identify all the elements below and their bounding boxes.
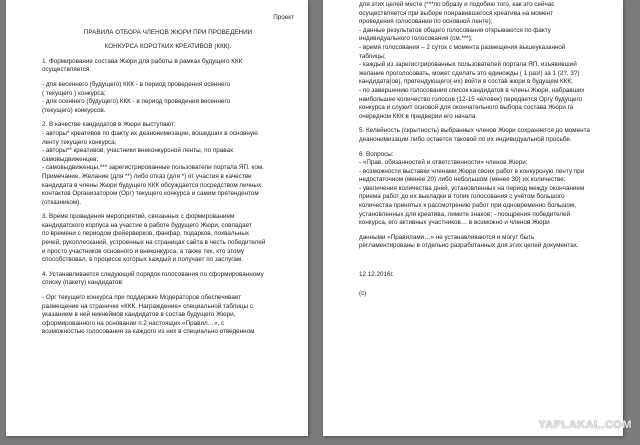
text-line: - авторы* креативов по факту их деанонимизации, вошедших в основную bbox=[42, 129, 258, 137]
text-line: количества принятых к рассмотрению работ при одновременно большом, bbox=[359, 202, 576, 210]
text-line: и просто участников основного и внеконкурса, а также тех, кто этому bbox=[42, 247, 245, 255]
text-line: 5. Келейность (скрытность) выбранных членов Жюри сохраняется до момента bbox=[359, 127, 590, 135]
page-left-content bbox=[42, 14, 294, 337]
document-title-line1: ПРАВИЛА ОТБОРА ЧЛЕНОВ ЖЮРИ ПРИ ПРОВЕДЕНИИ bbox=[83, 28, 253, 36]
text-line: 2. В качестве кандидатов в Жюри выступают: bbox=[42, 121, 176, 129]
text-line: очередном ККК в предверии его начала. bbox=[359, 112, 478, 120]
text-line: - время голосования – 2 суток с момента размещения вышеуказанной bbox=[359, 43, 566, 51]
text-line: способствовал, в процессе которых каждый и получает по заслугам. bbox=[42, 256, 244, 264]
text-line: контактов Организатором (Орг) текущего конкурса и самим претендентом bbox=[42, 190, 259, 198]
text-line: - авторы** креативов, участники внеконкурсной ленты, по правах bbox=[42, 147, 234, 155]
text-line: по времени с периодом фейерверков, фанфар, подарков, похвальных bbox=[42, 230, 250, 238]
page-right-text bbox=[359, 1, 609, 251]
text-line: 6. Вопросы: bbox=[359, 150, 394, 158]
document-title-line2: КОНКУРСА КОРОТКИХ КРЕАТИВОВ (ККК). bbox=[104, 43, 232, 51]
text-line: - для осеннего (будущего) ККК - в период проведения весеннего bbox=[42, 98, 231, 106]
text-line: 4. Устанавливается следующий порядок голосования по сформированному bbox=[42, 270, 264, 278]
text-line: таблицы; bbox=[359, 52, 386, 60]
text-line: 3. Время проведения мероприятий, связанных с формированием bbox=[42, 213, 235, 221]
text-line: приема работ до их выкладки в топик голосования с учётом большого bbox=[359, 193, 565, 201]
text-line: - данные результатов общего голосования открываются по факту bbox=[359, 26, 551, 34]
text-line: осуществляется при выборе понравившегося креатива на момент bbox=[359, 9, 553, 17]
document-signature: (с) bbox=[359, 289, 367, 297]
text-line: (отказником). bbox=[42, 198, 82, 206]
text-line: конкурса, его активных участников… в возможно и членов Жюри bbox=[359, 219, 550, 227]
text-line: осуществляется: bbox=[42, 66, 92, 74]
text-line: размещение на страничке «ККК. Награждение» специальной таблицы с bbox=[42, 302, 253, 310]
text-line: самовыдвиженцев; bbox=[42, 155, 99, 163]
text-line: регламентированы в отдельно разработанных для этих целей документах. bbox=[359, 242, 579, 250]
text-line: - увеличения количества дней, установленных на период между окончанием bbox=[359, 184, 585, 192]
text-line: списку (пакету) кандидатов: bbox=[42, 279, 124, 287]
page-left-text bbox=[42, 58, 294, 337]
text-line: речей, рукоплесканий, устроенных на страницах сайта в честь победителей bbox=[42, 239, 266, 247]
document-page-right bbox=[323, 0, 623, 436]
text-line: индивидуального голосования (см.***); bbox=[359, 35, 473, 43]
text-line: желание проголосовать, может сделать это единожды ( 1 раз!) за 1 (2?, 3?) bbox=[359, 69, 580, 77]
page-right-content bbox=[359, 1, 609, 298]
text-line: установленных для креатива, лимите знаков; - поощрения победителей bbox=[359, 210, 571, 218]
text-line: наибольшее количество голосов (12-15 человек) передается Оргу будущего bbox=[359, 95, 583, 103]
text-line: (текущего) конкурсов. bbox=[42, 106, 106, 114]
text-line: для этих целей месте (***по образу и подобию того, как это сейчас bbox=[359, 1, 555, 8]
text-line: - для весеннего (будущего) ККК - в период проведения осеннего bbox=[42, 80, 231, 88]
document-page-left bbox=[6, 0, 308, 436]
text-line: Примечание. Желание (для **) либо отказ (для *) от участия в качестве bbox=[42, 172, 252, 180]
document-date: 12.12.2016г. bbox=[359, 271, 394, 279]
text-line: - каждый из зарегистрированных пользователей портала ЯП, изъявивший bbox=[359, 61, 577, 69]
text-line: данными «Правилами…» не устанавливаются и могут быть bbox=[359, 233, 535, 241]
text-line: - «Прав, обязанностей и ответственности» членов Жюри; bbox=[359, 159, 528, 167]
text-line: сформированного на основании п.2 настоящих «Правил…», с bbox=[42, 319, 225, 327]
text-line: деанонимизации либо остается таковой по их индивидуальной просьбе. bbox=[359, 135, 572, 143]
text-line: - самовыдвиженцы,*** зарегистрированные пользователи портала ЯП. ком. bbox=[42, 164, 264, 172]
text-line: проведения голосования по основной ленте); bbox=[359, 18, 493, 26]
text-line: конкурса и служит основой для окончательного выбора состава Жюри га bbox=[359, 104, 574, 112]
text-line: - Орг текущего конкурса при поддержке Модераторов обеспечивает bbox=[42, 294, 242, 302]
text-line: недостаточном (менее 20) либо небольшом (менее 30) их количестве; bbox=[359, 176, 566, 184]
text-line: кандидата(ов), претендующего(-их) войти в состав жюри в будущем ККК; bbox=[359, 78, 573, 86]
text-line: возможностью голосования за каждого из них в специально отведенном bbox=[42, 328, 255, 336]
text-line: ленту текущего конкурса; bbox=[42, 138, 117, 146]
text-line: ( текущего ) конкурса; bbox=[42, 89, 106, 97]
text-line: - возможности выставки членами Жюри своих работ в конкурсную ленту при bbox=[359, 167, 585, 175]
text-line: указанием в ней никнеймов кандидатов в состав будущего Жюри, bbox=[42, 311, 236, 319]
text-line: кандидатского корпуса на участие в работе будущего Жюри, совпадает bbox=[42, 221, 252, 229]
text-line: кандидата в члены Жюри будущего ККК обсуждается посредством личных bbox=[42, 181, 262, 189]
site-watermark: YAPLAKAL.COM bbox=[538, 419, 632, 431]
draft-label: Проект bbox=[273, 14, 294, 21]
text-line: - по завершению голосования список кандидатов в члены Жюри, набравших bbox=[359, 86, 585, 94]
text-line: 1. Формирование состава Жюри для работы в рамках будущего ККК bbox=[42, 57, 243, 65]
